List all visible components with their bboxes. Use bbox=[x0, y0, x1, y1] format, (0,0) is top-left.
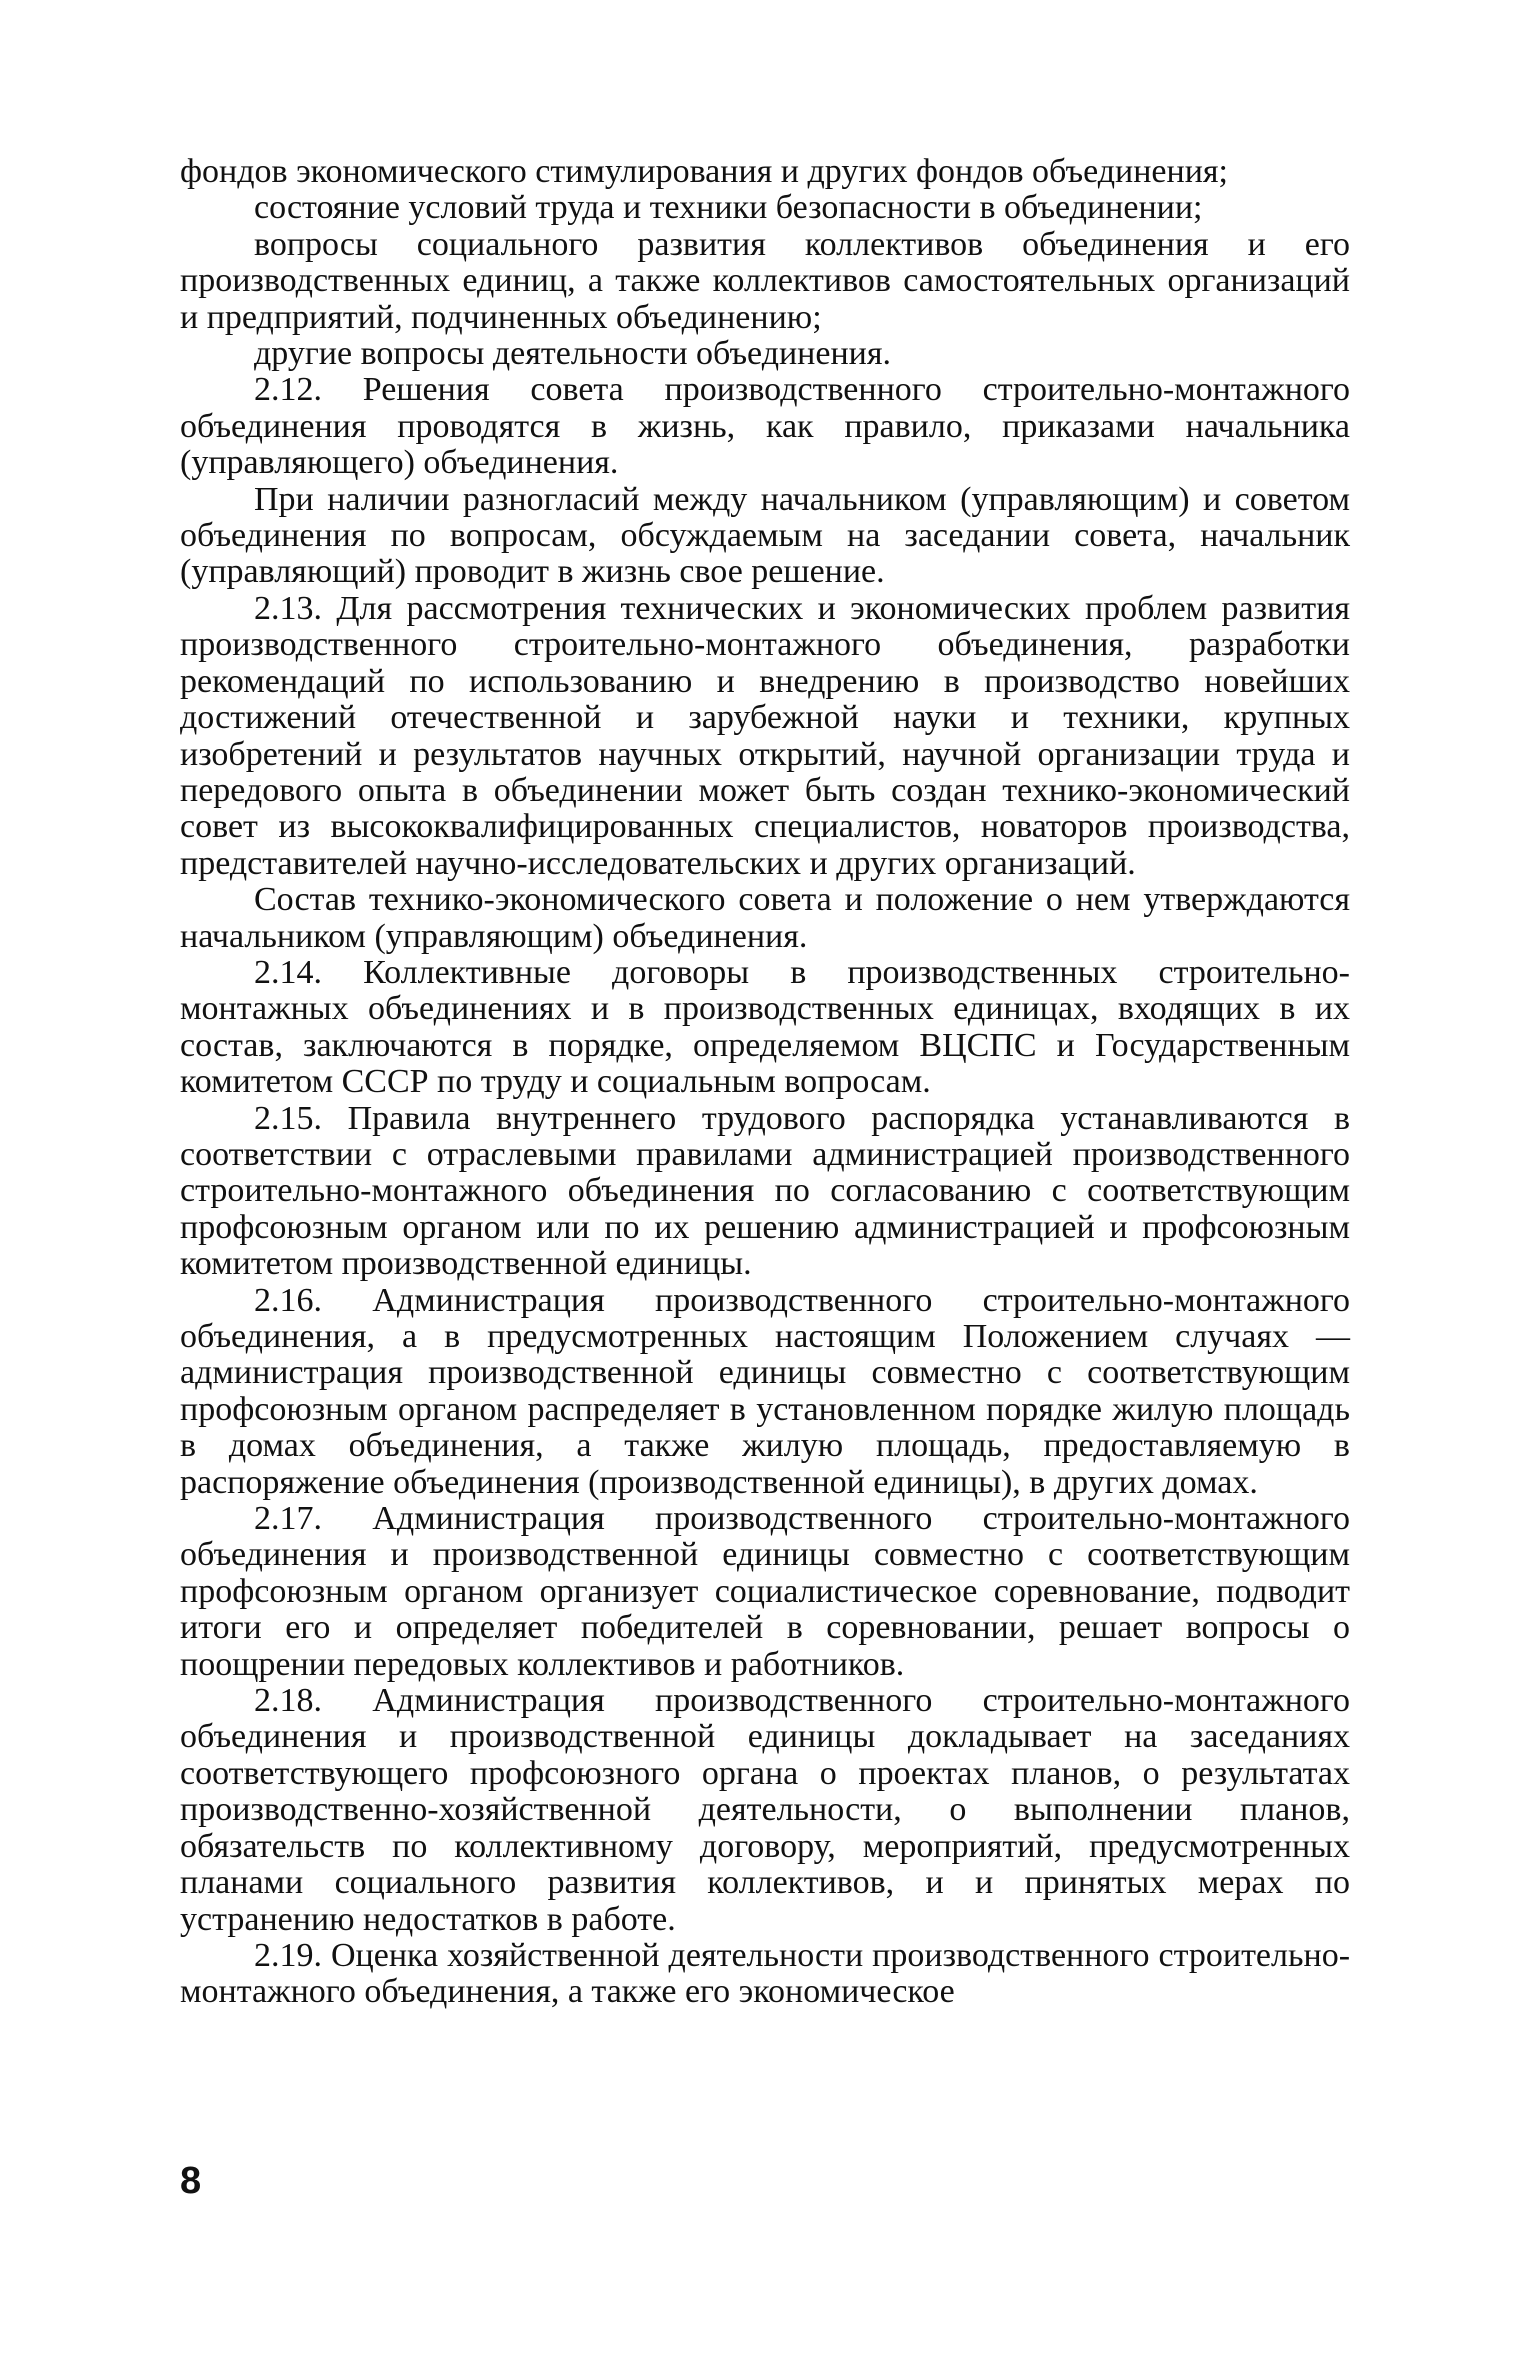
paragraph bbox=[180, 482, 1350, 591]
paragraph bbox=[180, 1683, 1350, 1938]
section-number: 2.13. bbox=[254, 589, 322, 627]
section-number: 2.12. bbox=[254, 371, 322, 409]
section-number: 2.14. bbox=[254, 953, 322, 991]
paragraph-text: Администрация производственного строительно-монтажного объединения и производственной единицы докладывает на заседаниях соответствующего профсоюзного органа о проектах планов, о результатах производственно-хозяйственной деятельности, о выполнении планов, обязательств по коллективному договору, мероприятий, предусмотренных планами социального развития коллективов, и и принятых мерах по устранению недостатков в работе. bbox=[180, 1682, 1350, 1938]
paragraph bbox=[180, 1938, 1350, 2011]
paragraph-text: состояние условий труда и техники безопасности в объединении; bbox=[254, 189, 1203, 227]
paragraph-text: При наличии разногласий между начальником (управляющим) и советом объединения по вопросам, обсуждаемым на заседании совета, начальник (управляющий) проводит в жизнь свое решение. bbox=[180, 480, 1350, 591]
section-number: 2.16. bbox=[254, 1281, 322, 1319]
paragraph bbox=[180, 190, 1350, 226]
paragraph bbox=[180, 227, 1350, 336]
paragraph-text: фондов экономического стимулирования и других фондов объединения; bbox=[180, 153, 1228, 190]
page-number: 8 bbox=[180, 2160, 202, 2202]
paragraph-text: Для рассмотрения технических и экономических проблем развития производственного строительно-монтажного объединения, разработки рекомендаций по использованию и внедрению в производство новейших достижений отечественной и зарубежной науки и техники, крупных изобретений и результатов научных открытий, научной организации труда и передового опыта в объединении может быть создан технико-экономический совет из высококвалифицированных специалистов, новаторов производства, представителей научно-исследовательских и других организаций. bbox=[180, 589, 1350, 882]
paragraph-text: Состав технико-экономического совета и положение о нем утверждаются начальником (управляющим) объединения. bbox=[180, 881, 1350, 955]
paragraph bbox=[180, 882, 1350, 955]
paragraph-text: Коллективные договоры в производственных строительно-монтажных объединениях и в производственных единицах, входящих в их состав, заключаются в порядке, определяемом ВЦСПС и Государственным комитетом СССР по труду и социальным вопросам. bbox=[180, 953, 1351, 1101]
section-number: 2.19. bbox=[254, 1936, 322, 1974]
paragraph-text: Администрация производственного строительно-монтажного объединения и производственной единицы совместно с соответствующим профсоюзным органом организует социалистическое соревнование, подводит итоги его и определяет победителей в соревновании, решает вопросы о поощрении передовых коллективов и работников. bbox=[180, 1500, 1350, 1683]
paragraph bbox=[180, 372, 1350, 481]
paragraph-text: Оценка хозяйственной деятельности производственного строительно-монтажного объединения, а также его экономическое bbox=[180, 1936, 1351, 2011]
paragraph bbox=[180, 955, 1350, 1101]
paragraph-text: вопросы социального развития коллективов объединения и его производственных единиц, а также коллективов самостоятельных организаций и предприятий, подчиненных объединению; bbox=[180, 225, 1350, 336]
paragraph bbox=[180, 1501, 1350, 1683]
section-number: 2.15. bbox=[254, 1099, 322, 1137]
paragraph-text: Администрация производственного строительно-монтажного объединения, а в предусмотренных настоящим Положением случаях — администрация производственной единицы совместно с соответствующим профсоюзным органом распределяет в установленном порядке жилую площадь в домах объединения, а также жилую площадь, предоставляемую в распоряжение объединения (производственной единицы), в других домах. bbox=[180, 1281, 1350, 1501]
paragraph-text: другие вопросы деятельности объединения. bbox=[254, 335, 892, 373]
paragraph bbox=[180, 154, 1350, 190]
section-number: 2.18. bbox=[254, 1682, 322, 1720]
section-number: 2.17. bbox=[254, 1500, 322, 1538]
paragraph bbox=[180, 336, 1350, 372]
paragraph bbox=[180, 1283, 1350, 1501]
paragraph-text: Решения совета производственного строительно-монтажного объединения проводятся в жизнь, как правило, приказами начальника (управляющего) объединения. bbox=[180, 371, 1350, 482]
paragraph-text: Правила внутреннего трудового распорядка устанавливаются в соответствии с отраслевыми правилами администрацией производственного строительно-монтажного объединения по согласованию с соответствующим профсоюзным органом или по их решению администрацией и профсоюзным комитетом производственной единицы. bbox=[180, 1099, 1351, 1283]
paragraph bbox=[180, 1101, 1350, 1283]
document-body bbox=[180, 154, 1350, 2011]
paragraph bbox=[180, 591, 1350, 882]
